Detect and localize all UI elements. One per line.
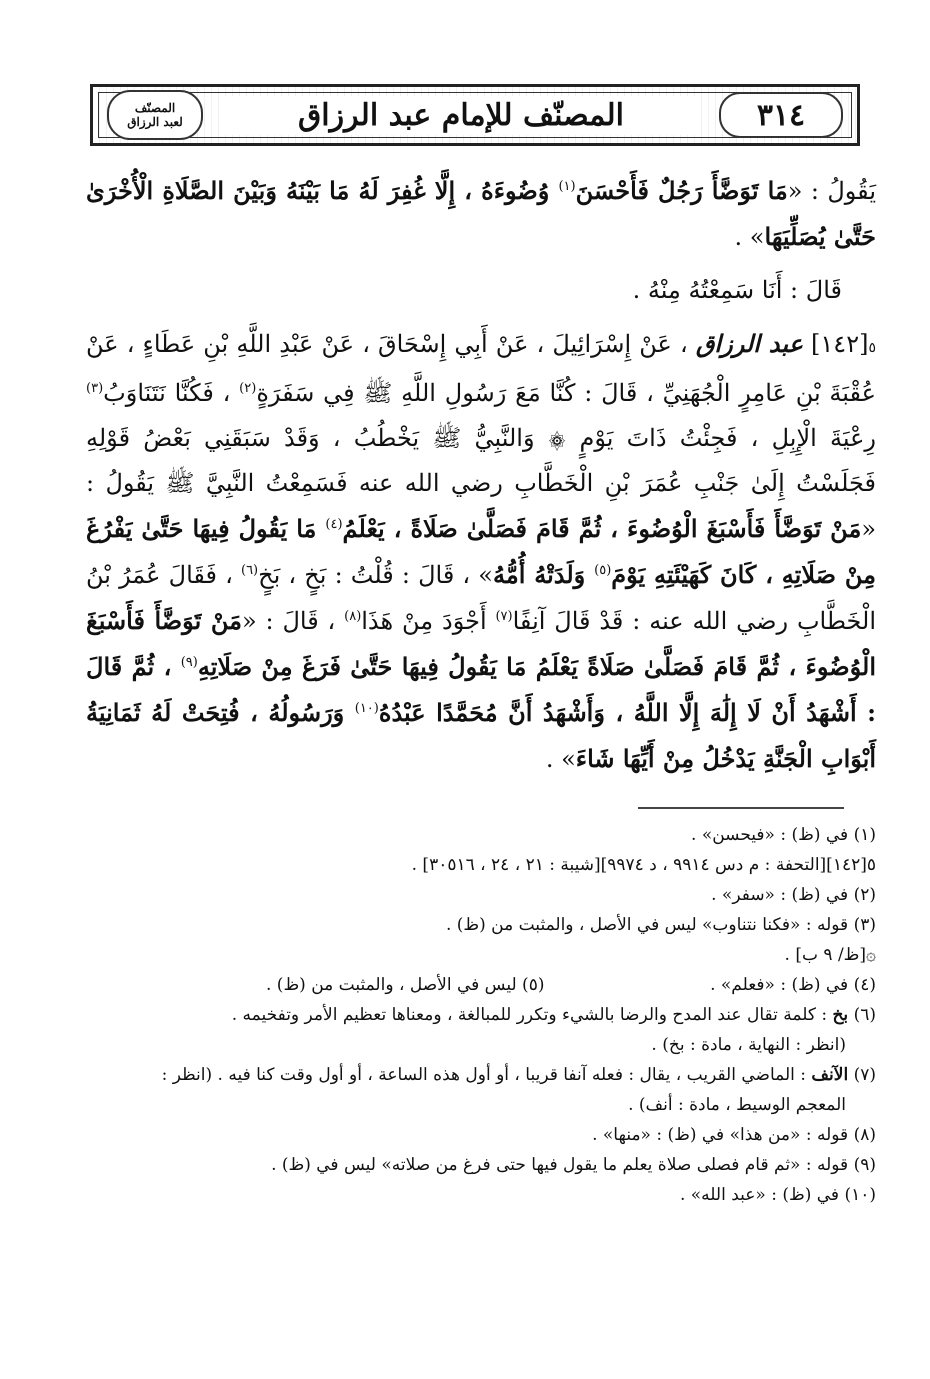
footnote-ref: (١٠) — [354, 701, 379, 716]
running-header — [90, 84, 860, 146]
text-run: » . — [545, 745, 576, 773]
page-number: ٣١٤ — [719, 92, 843, 138]
hadith-text: مَنْ تَوَضَّأَ فَأَسْبَغَ الْوُضُوءَ ، ثُمَّ قَامَ فَصَلَّىٰ صَلَاةً يَعْلَمُ مَا يَقُولُ فِيهَا حَتَّىٰ فَرَغَ مِنْ صَلَاتِهِ — [86, 606, 876, 681]
note-number: (٦) — [848, 1005, 876, 1025]
footnote-ref: (٦) — [240, 563, 259, 578]
footnote-4: (٤) في (ظ) : «فعلم» . — [710, 975, 876, 995]
footnote-ref: (٨) — [344, 609, 362, 624]
running-title: المصنّف للإمام عبد الرزاق — [221, 96, 701, 135]
text-run: » . — [734, 223, 765, 251]
note-text: : كلمة تقال عند المدح والرضا بالشيء وتكرر للمبالغة ، ومعناها تعظيم الأمر وتفخيمه . — [231, 1005, 833, 1025]
footnote-separator — [638, 807, 844, 809]
footnote-10: (١٠) في (ظ) : «عبد الله» . — [679, 1185, 876, 1205]
note-text: : الماضي القريب ، يقال : فعله آنفا قريبا ، أو أول هذه الساعة ، أو أول وقت كنا فيه . (انظر : — [161, 1065, 812, 1085]
footnote-9: (٩) قوله : «ثم قام فصلى صلاة يعلم ما يقول فيها حتى فرغ من صلاته» ليس في (ظ) . — [271, 1155, 876, 1175]
main-text — [86, 168, 876, 782]
footnote-ref: (٩) — [180, 655, 198, 670]
footnote-row-4-5 — [86, 970, 876, 1000]
hadith-text: مَنْ تَوَضَّأَ فَأَسْبَغَ الْوُضُوءَ ، ثُمَّ قَامَ فَصَلَّىٰ صَلَاةً ، يَعْلَمُ — [342, 514, 862, 543]
hadith-number: [١٤٢] — [811, 330, 869, 358]
text-run: ، قَالَ : « — [241, 607, 345, 635]
footnote-2: (٢) في (ظ) : «سفر» . — [711, 885, 876, 905]
paragraph-1 — [86, 168, 876, 260]
note-term: بخ — [832, 1005, 849, 1025]
footnote-ref: (٢) — [239, 381, 257, 396]
footnote-ref: (٥) — [594, 563, 612, 578]
narrator-name: عبد الرزاق — [695, 329, 803, 358]
text-run: ، فَقَالَ عُمَرُ بْنُ الْخَطَّابِ رضي الله عنه : قَدْ قَالَ آنِفًا — [86, 561, 877, 635]
text-run: ، فَكُنَّا نَتَنَاوَبُ — [103, 379, 240, 407]
footnote-ref: (٣) — [86, 381, 104, 396]
hadith-text: ، ثُمَّ قَالَ : أَشْهَدُ أَنْ لَا إِلَٰهَ إِلَّا اللَّهُ ، وَأَشْهَدُ أَنَّ مُحَمَّدًا عَبْدُهُ — [86, 652, 876, 727]
footnote-1: (١) في (ظ) : «فيحسن» . — [691, 825, 876, 845]
footnote-folio: ۞[ظ/ ٩ ب] . — [784, 945, 876, 965]
footnote-6-continued: (انظر : النهاية ، مادة : بخ) . — [651, 1035, 846, 1055]
footnote-7-continued: المعجم الوسيط ، مادة : أنف) . — [628, 1095, 846, 1115]
book-seal-logo — [107, 90, 203, 140]
footnote-ref: (٧) — [495, 609, 513, 624]
footnote-ref: (١) — [558, 179, 576, 194]
note-term: الآنف — [811, 1065, 849, 1085]
hadith-text: مَا يَقُولُ فِيهَا حَتَّىٰ يَفْرُغَ مِنْ صَلَاتِهِ ، كَانَ كَهَيْئَتِهِ يَوْمَ — [86, 514, 876, 589]
text-run: أَجْوَدَ مِنْ هَذَا — [361, 607, 496, 635]
text-run: يَقُولُ : « — [787, 177, 876, 205]
hadith-text: وَلَدَتْهُ أُمُّهُ — [492, 560, 595, 589]
footnote-ref: (٤) — [325, 517, 343, 532]
paragraph-2: قَالَ : أَنَا سَمِعْتُهُ مِنْهُ . — [632, 276, 842, 304]
footnote-3: (٣) قوله : «فكنا نتناوب» ليس في الأصل ، والمثبت من (ظ) . — [445, 915, 876, 935]
text-run: » ، قَالَ : قُلْتُ : بَخٍ ، بَخٍ — [258, 561, 493, 589]
seal-line-2: لعبد الرزاق — [127, 115, 183, 129]
footnote-7 — [86, 1060, 876, 1090]
seal-line-1: المصنّف — [134, 100, 176, 115]
footnote-8: (٨) قوله : «من هذا» في (ظ) : «منها» . — [592, 1125, 876, 1145]
hadith-marker: ٥ — [868, 340, 876, 356]
footnote-takhrij: ٥[١٤٢][التحفة : م دس ٩٩١٤ ، د ٩٩٧٤][شيبة : ٢١ ، ٢٤ ، ٣٠٥١٦] . — [411, 855, 876, 875]
hadith-142 — [86, 321, 876, 782]
text-run: ، عَنْ إِسْرَائِيلَ ، عَنْ أَبِي إِسْحَاقَ ، عَنْ عَبْدِ اللَّهِ بْنِ عَطَاءٍ ، عَنْ عُقْبَةَ بْنِ عَامِرٍ الْجُهَنِيِّ ، قَالَ : كُنَّا مَعَ رَسُولِ اللَّهِ ﷺ فِي سَفَرَةٍ — [86, 330, 877, 407]
hadith-text: وُضُوءَهُ ، إِلَّا غُفِرَ لَهُ مَا بَيْنَهُ وَبَيْنَ الصَّلَاةِ الْأُخْرَىٰ حَتَّىٰ يُصَلِّيَهَا — [86, 176, 876, 251]
footnotes — [86, 820, 876, 1210]
hadith-text: وَرَسُولُهُ ، فُتِحَتْ لَهُ ثَمَانِيَةُ أَبْوَابِ الْجَنَّةِ يَدْخُلُ مِنْ أَيِّهَا شَاءَ — [86, 698, 876, 773]
hadith-text: مَا تَوَضَّأَ رَجُلٌ فَأَحْسَنَ — [575, 176, 788, 205]
footnote-5: (٥) ليس في الأصل ، والمثبت من (ظ) . — [266, 975, 545, 995]
text-run: رِعْيَةَ الْإِبِلِ ، فَجِئْتُ ذَاتَ يَوْمٍ ۞ وَالنَّبِيُّ ﷺ يَخْطُبُ ، وَقَدْ سَبَقَنِي بَعْضُ قَوْلِهِ فَجَلَسْتُ إِلَىٰ جَنْبِ عُمَرَ بْنِ الْخَطَّابِ رضي الله عنه فَسَمِعْتُ النَّبِيَّ ﷺ يَقُولُ : « — [86, 424, 876, 543]
footnote-6 — [86, 1000, 876, 1030]
note-number: (٧) — [848, 1065, 876, 1085]
